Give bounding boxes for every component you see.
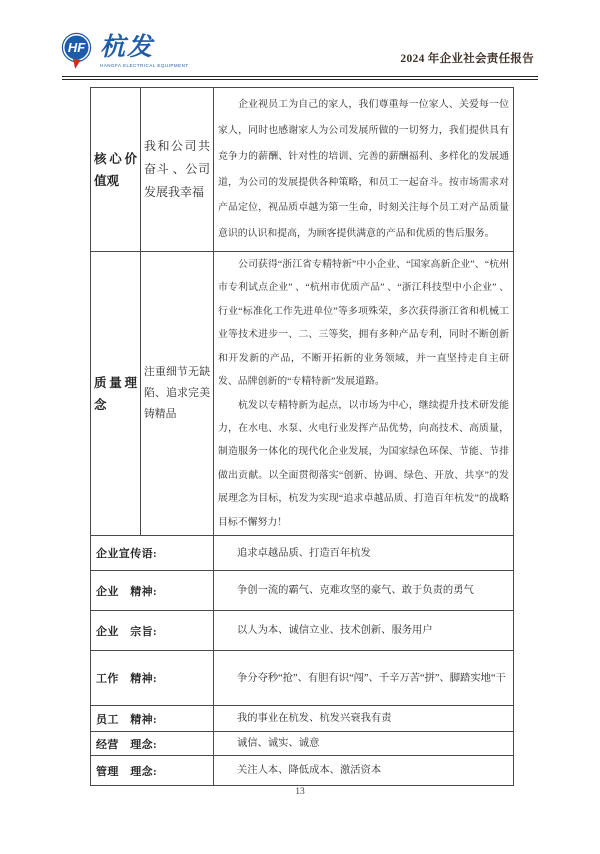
row-label-cell: 管理 理念: — [91, 756, 214, 786]
value-cell: 以人为本、诚信立业、技术创新、服务用户 — [214, 611, 514, 651]
description-cell — [214, 88, 514, 252]
logo-brand-name: 杭发 — [100, 34, 155, 61]
table-row-employee-spirit — [91, 706, 514, 732]
table-row-quality-philosophy — [91, 252, 514, 536]
report-title: 2024 年企业社会责任报告 — [400, 53, 534, 65]
table-row-operation-philosophy — [91, 732, 514, 756]
logo-text — [100, 34, 189, 69]
value-cell: 我的事业在杭发、杭发兴衰我有责 — [214, 706, 514, 732]
values-table — [90, 87, 514, 786]
company-logo — [63, 34, 189, 72]
row-label-cell: 质量理念 — [91, 252, 141, 536]
logo-red-triangle-icon — [71, 58, 81, 69]
logo-brand-subtext: HANGFA ELECTRICAL EQUIPMENT — [100, 63, 189, 68]
logo-badge — [63, 34, 93, 72]
table-row-slogan — [91, 536, 514, 571]
logo-hf-monogram: HF — [63, 34, 90, 61]
row-label-cell: 工作 精神: — [91, 651, 214, 706]
row-label-cell: 经营 理念: — [91, 732, 214, 756]
page-header — [63, 34, 534, 72]
table-row-core-values — [91, 88, 514, 252]
value-cell: 诚信、诚实、诚意 — [214, 732, 514, 756]
row-label-cell: 核心价值观 — [91, 88, 141, 252]
header-divider — [62, 76, 538, 80]
description-paragraph: 杭发以专精特新为起点，以市场为中心，继续提升技术研发能力，在水电、水泵、火电行业发挥产品优势，向高技术、高质量，制造服务一体化的现代化企业发展，为国家绿色环保、节能、节排做出贡献。以全面贯彻落实“创新、协调、绿色、开放、共享”的发展理念为目标，杭发为实现“追求卓越品质、打造百年杭发”的战略目标不懈努力！ — [218, 399, 509, 528]
page-number: 13 — [295, 787, 305, 797]
value-cell: 争分夺秒“抢”、有胆有识“闯”、千辛万苦“拼”、脚踏实地“干 — [214, 651, 514, 706]
value-cell: 追求卓越品质、打造百年杭发 — [214, 536, 514, 571]
row-label-cell: 企业 宗旨: — [91, 611, 214, 651]
value-cell: 争创一流的霸气、克难攻坚的豪气、敢于负责的勇气 — [214, 571, 514, 611]
table-row-enterprise-purpose — [91, 611, 514, 651]
value-cell: 关注人本、降低成本、激活资本 — [214, 756, 514, 786]
table-row-work-spirit — [91, 651, 514, 706]
description-paragraph: 公司获得“浙江省专精特新”中小企业、“国家高新企业”、“杭州市专利试点企业” 、“杭州市优质产品” 、“浙江科技型中小企业” 、行业“标准化工作先进单位”等多项殊荣，多次获得浙江省和机械工业等技术进步一、二、三等奖，拥有多种产品专利，同时不断创新和开发新的产品，不断开拓新的业务领域，并一直坚持走自主研发、品牌创新的“专精特新”发展道路。 — [218, 259, 509, 388]
slogan-cell: 我和公司共奋斗 、公司发展我幸福 — [141, 88, 214, 252]
row-label-cell: 员工 精神: — [91, 706, 214, 732]
row-label-cell: 企业 精神: — [91, 571, 214, 611]
table-row-management-philosophy — [91, 756, 514, 786]
table-row-enterprise-spirit — [91, 571, 514, 611]
slogan-cell: 注重细节无缺陷、追求完美铸精品 — [141, 252, 214, 536]
row-label-cell: 企业宣传语: — [91, 536, 214, 571]
description-paragraph: 企业视员工为自己的家人，我们尊重每一位家人、关爱每一位家人，同时也感谢家人为公司发展所做的一切努力，我们提供具有竞争力的薪酬、针对性的培训、完善的薪酬福利、多样化的发展通道，为公司的发展提供各种策略，和员工一起奋斗。按市场需求对产品定位，视品质卓越为第一生命，时刻关注每个员工对产品质量意识的认识和提高，为顾客提供满意的产品和优质的售后服务。 — [218, 99, 509, 240]
description-cell — [214, 252, 514, 536]
